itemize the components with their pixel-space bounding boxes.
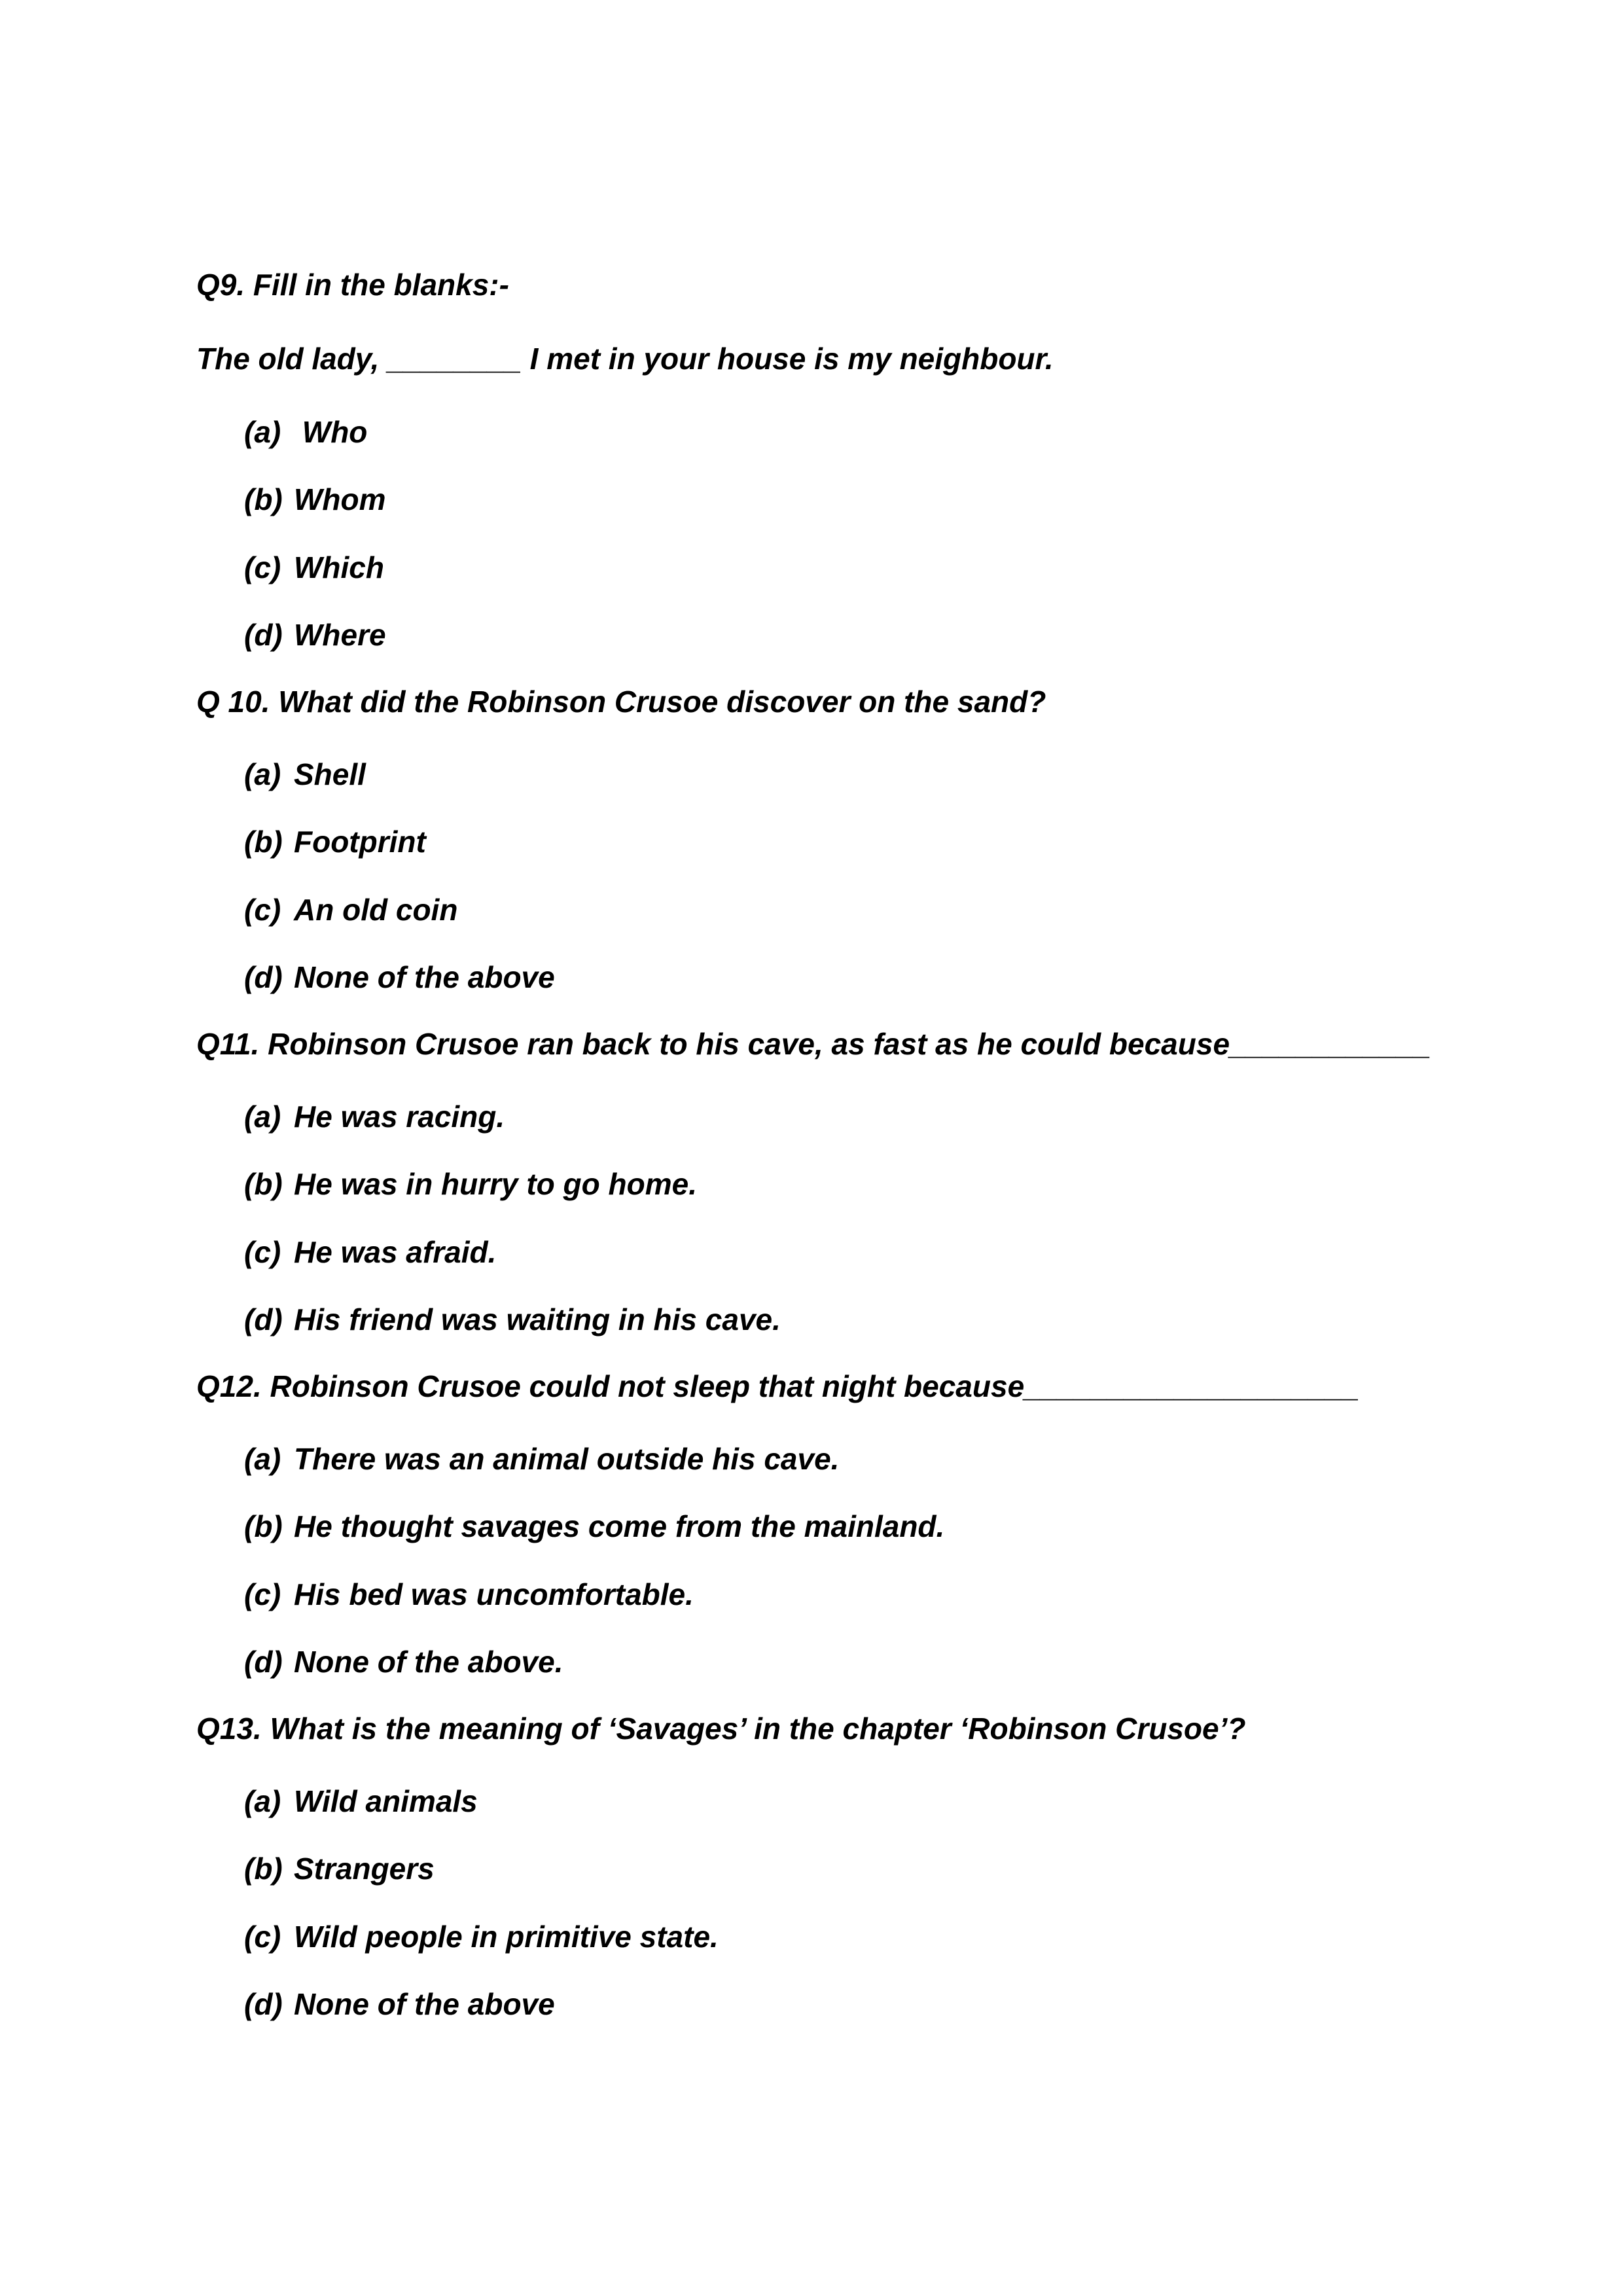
q12-option-d xyxy=(244,1642,563,1681)
q9-option-b xyxy=(244,480,386,519)
option-mark: (b) xyxy=(244,1852,283,1886)
option-mark: (a) xyxy=(244,1100,281,1134)
q13-option-a xyxy=(244,1782,478,1821)
q11-option-a xyxy=(244,1097,505,1136)
option-mark: (c) xyxy=(244,893,281,927)
q10-option-d xyxy=(244,958,555,997)
option-mark: (d) xyxy=(244,960,283,994)
option-text: Where xyxy=(294,618,386,652)
q12-option-b xyxy=(244,1507,944,1546)
option-text: Footprint xyxy=(294,825,426,859)
option-mark: (c) xyxy=(244,1920,281,1954)
q10-stem: Q 10. What did the Robinson Crusoe discover on the sand? xyxy=(196,685,1046,719)
q9-option-d xyxy=(244,615,386,655)
option-text: Whom xyxy=(294,482,386,516)
q11-stem: Q11. Robinson Crusoe ran back to his cave, as fast as he could because____________ xyxy=(196,1027,1431,1061)
option-text: His friend was waiting in his cave. xyxy=(294,1302,781,1336)
option-mark: (b) xyxy=(244,825,283,859)
option-text: His bed was uncomfortable. xyxy=(294,1577,694,1611)
option-mark: (a) xyxy=(244,1442,281,1476)
option-mark: (d) xyxy=(244,618,283,652)
q11-option-b xyxy=(244,1164,697,1204)
option-text: He was racing. xyxy=(294,1100,505,1134)
option-text: There was an animal outside his cave. xyxy=(294,1442,840,1476)
q9-option-c xyxy=(244,548,384,587)
q10-option-b xyxy=(244,822,426,861)
q12-option-c xyxy=(244,1575,694,1614)
q9-option-a xyxy=(244,412,367,452)
option-text: He thought savages come from the mainland. xyxy=(294,1509,945,1543)
q13-stem: Q13. What is the meaning of ‘Savages’ in the chapter ‘Robinson Crusoe’? xyxy=(196,1712,1246,1746)
option-mark: (c) xyxy=(244,550,281,584)
q9-stem: The old lady, ________ I met in your house is my neighbour. xyxy=(196,342,1054,376)
option-text: None of the above xyxy=(294,1987,555,2021)
q11-option-c xyxy=(244,1232,496,1272)
option-text: Which xyxy=(294,550,384,584)
option-text: He was in hurry to go home. xyxy=(294,1167,697,1201)
option-text: Who xyxy=(294,415,368,449)
q9-heading: Q9. Fill in the blanks:- xyxy=(196,268,509,302)
q13-option-b xyxy=(244,1849,435,1888)
option-mark: (d) xyxy=(244,1302,283,1336)
q12-option-a xyxy=(244,1439,839,1479)
option-text: None of the above. xyxy=(294,1645,563,1679)
option-text: He was afraid. xyxy=(294,1235,497,1269)
option-mark: (a) xyxy=(244,415,281,449)
option-text: Shell xyxy=(294,757,366,791)
option-text: None of the above xyxy=(294,960,555,994)
option-mark: (a) xyxy=(244,1784,281,1818)
option-mark: (d) xyxy=(244,1645,283,1679)
option-mark: (a) xyxy=(244,757,281,791)
q12-stem: Q12. Robinson Crusoe could not sleep that night because____________________ xyxy=(196,1369,1359,1403)
option-mark: (b) xyxy=(244,1509,283,1543)
q10-option-c xyxy=(244,890,457,929)
option-mark: (c) xyxy=(244,1235,281,1269)
q11-option-d xyxy=(244,1300,781,1339)
q13-option-d xyxy=(244,1984,555,2024)
option-mark: (c) xyxy=(244,1577,281,1611)
q13-option-c xyxy=(244,1917,719,1956)
q10-option-a xyxy=(244,755,366,794)
option-text: Strangers xyxy=(294,1852,435,1886)
option-mark: (b) xyxy=(244,1167,283,1201)
option-text: An old coin xyxy=(294,893,458,927)
option-text: Wild people in primitive state. xyxy=(294,1920,719,1954)
option-mark: (d) xyxy=(244,1987,283,2021)
option-mark: (b) xyxy=(244,482,283,516)
option-text: Wild animals xyxy=(294,1784,478,1818)
